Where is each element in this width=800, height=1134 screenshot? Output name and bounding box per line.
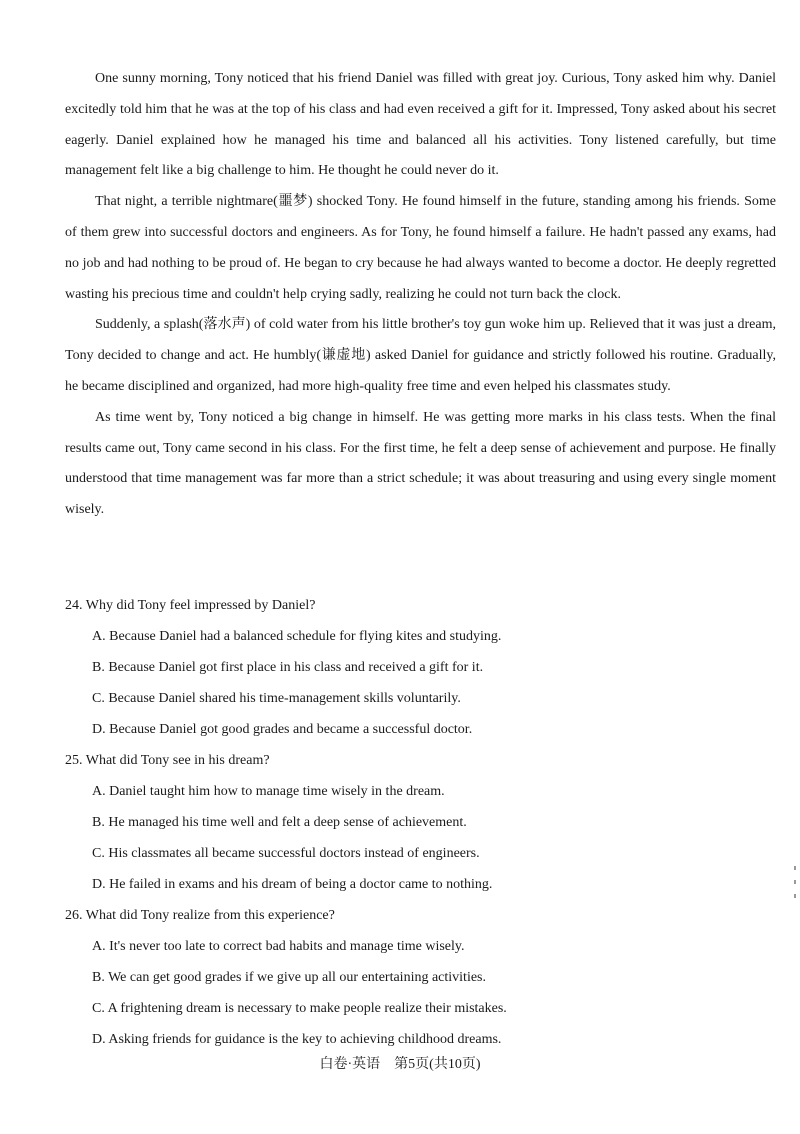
- option-c: C. His classmates all became successful doctors instead of engineers.: [92, 846, 480, 861]
- option-b: B. He managed his time well and felt a deep sense of achievement.: [92, 815, 467, 830]
- option-d: D. He failed in exams and his dream of being a doctor came to nothing.: [92, 877, 493, 892]
- question-26: [65, 900, 776, 1055]
- question-stem: 26. What did Tony realize from this experience?: [65, 908, 335, 923]
- passage-paragraph: Suddenly, a splash(落水声) of cold water from his little brother's toy gun woke him up. Relieved that it was just a dream, Tony decided to change and act. He humbly(谦虚地) asked Daniel for guidance and strictly followed his routine. Gradually, he became disciplined and organized, had more high-quality free time and even helped his classmates study.: [65, 317, 776, 394]
- page-footer: 白卷·英语 第5页(共10页): [319, 1057, 481, 1072]
- option-a: A. Because Daniel had a balanced schedule for flying kites and studying.: [92, 629, 502, 644]
- passage-paragraph: That night, a terrible nightmare(噩梦) shocked Tony. He found himself in the future, standing among his friends. Some of them grew into successful doctors and engineers. As for Tony, he found himself a failure. He hadn't passed any exams, had no job and had nothing to be proud of. He began to cry because he had always wanted to become a doctor. He deeply regretted wasting his precious time and couldn't help crying sadly, realizing he could not turn back the clock.: [65, 194, 776, 302]
- question-stem: 25. What did Tony see in his dream?: [65, 753, 270, 768]
- margin-mark: [794, 894, 796, 898]
- option-b: B. Because Daniel got first place in his class and received a gift for it.: [92, 660, 484, 675]
- option-a: A. It's never too late to correct bad habits and manage time wisely.: [92, 939, 465, 954]
- margin-mark: [794, 880, 796, 884]
- question-25: [65, 745, 776, 900]
- option-b: B. We can get good grades if we give up all our entertaining activities.: [92, 970, 486, 985]
- question-list: [65, 590, 776, 1055]
- option-c: C. A frightening dream is necessary to make people realize their mistakes.: [92, 1001, 507, 1016]
- option-d: D. Asking friends for guidance is the key to achieving childhood dreams.: [92, 1032, 502, 1047]
- question-24: [65, 590, 776, 745]
- margin-mark: [794, 866, 796, 870]
- passage-paragraph: As time went by, Tony noticed a big change in himself. He was getting more marks in his class tests. When the final results came out, Tony came second in his class. For the first time, he felt a deep sense of achievement and purpose. He finally understood that time management was far more than a strict schedule; it was about treasuring and using every single moment wisely.: [65, 409, 776, 518]
- option-a: A. Daniel taught him how to manage time wisely in the dream.: [92, 784, 445, 799]
- question-stem: 24. Why did Tony feel impressed by Daniel?: [65, 598, 316, 613]
- option-d: D. Because Daniel got good grades and became a successful doctor.: [92, 722, 473, 737]
- passage-paragraph: One sunny morning, Tony noticed that his friend Daniel was filled with great joy. Curious, Tony asked him why. Daniel excitedly told him that he was at the top of his class and had even received a gift for it. Impressed, Tony asked about his secret eagerly. Daniel explained how he managed his time and balanced all his activities. Tony listened carefully, but time management felt like a big challenge to him. He thought he could never do it.: [65, 71, 776, 179]
- option-c: C. Because Daniel shared his time-management skills voluntarily.: [92, 691, 461, 706]
- reading-passage: [65, 64, 776, 526]
